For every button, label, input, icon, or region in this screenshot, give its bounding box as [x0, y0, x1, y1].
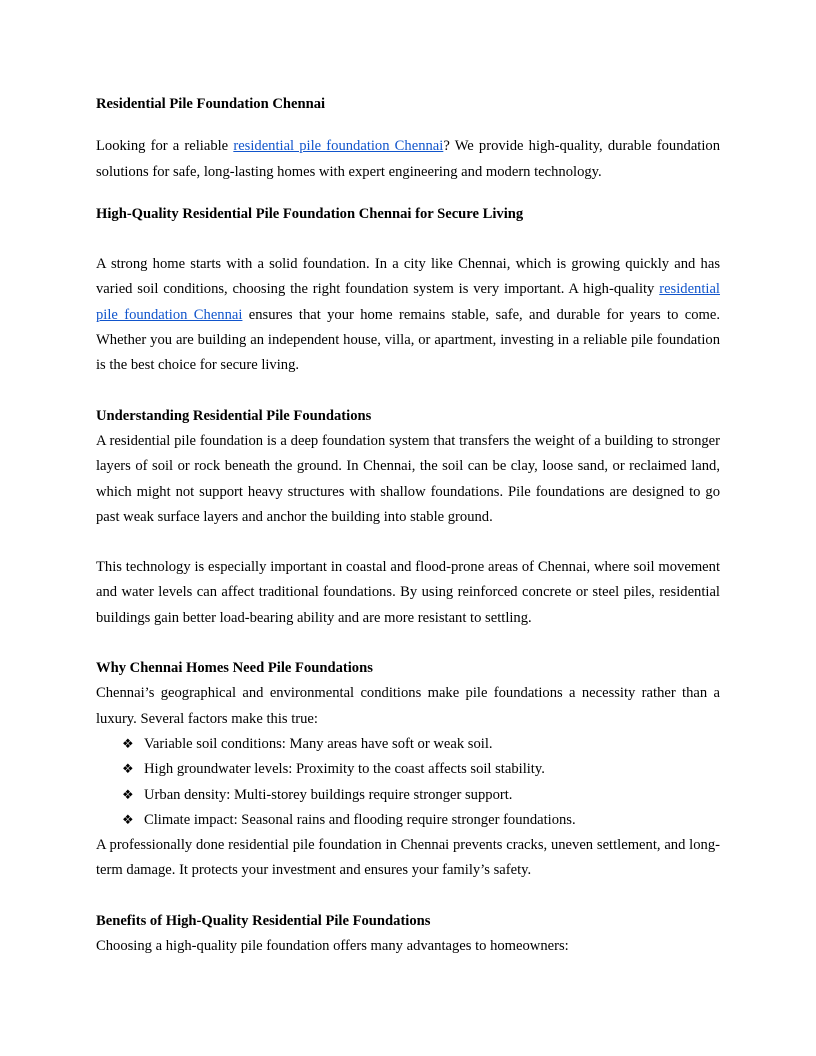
section4-intro: Choosing a high-quality pile foundation offers many advantages to homeowners: [96, 938, 569, 955]
intro-text-end: ? We provide high-quality, durable foundation solutions for safe, long-lasting homes with expert engineering and modern technology. [96, 138, 720, 180]
diamond-bullet-icon: ❖ [122, 787, 134, 803]
section1-heading: High-Quality Residential Pile Foundation Chennai for Secure Living [96, 205, 524, 222]
reasons-list [96, 732, 720, 833]
diamond-bullet-icon: ❖ [122, 762, 134, 778]
section1-link[interactable]: residential pile foundation Chennai [96, 281, 720, 323]
list-item [122, 757, 720, 782]
section3-heading: Why Chennai Homes Need Pile Foundations [96, 660, 373, 677]
section2-paragraph-2: This technology is especially important in coastal and flood-prone areas of Chennai, where soil movement and water levels can affect traditional foundations. By using reinforced concrete or steel piles, residential buildings gain better load-bearing ability and are more resistant to settling. [96, 559, 720, 626]
list-item [122, 808, 720, 833]
intro-link[interactable]: residential pile foundation Chennai [233, 138, 444, 155]
list-item-text: Climate impact: Seasonal rains and flooding require stronger foundations. [144, 811, 576, 828]
section1-text-end: ensures that your home remains stable, safe, and durable for years to come. Whether you are building an independent house, villa, or apartment, investing in a reliable pile foundation is the best choice for secure living. [96, 306, 720, 374]
list-item-text: High groundwater levels: Proximity to the coast affects soil stability. [144, 761, 545, 778]
section2-heading: Understanding Residential Pile Foundations [96, 407, 372, 424]
document-page [96, 92, 720, 959]
section1-paragraph [96, 252, 720, 378]
section1-text-start: A strong home starts with a solid foundation. In a city like Chennai, which is growing quickly and has varied soil conditions, choosing the right foundation system is very important. A high-quality [96, 256, 720, 298]
document-title: Residential Pile Foundation Chennai [96, 96, 326, 112]
diamond-bullet-icon: ❖ [122, 812, 134, 828]
section2-paragraph-1: A residential pile foundation is a deep foundation system that transfers the weight of a building to stronger layers of soil or rock beneath the ground. In Chennai, the soil can be clay, loose sand, or reclaimed land, which might not support heavy structures with shallow foundations. Pile foundations are designed to go past weak surface layers and anchor the building into stable ground. [96, 432, 720, 525]
list-item [122, 732, 720, 757]
section3-outro: A professionally done residential pile foundation in Chennai prevents cracks, uneven settlement, and long-term damage. It protects your investment and ensures your family’s safety. [96, 837, 720, 879]
intro-text-start: Looking for a reliable [96, 138, 234, 155]
list-item-text: Variable soil conditions: Many areas have soft or weak soil. [144, 735, 493, 752]
section4-heading: Benefits of High-Quality Residential Pile Foundations [96, 912, 431, 929]
list-item-text: Urban density: Multi-storey buildings require stronger support. [144, 786, 513, 803]
list-item [122, 783, 720, 808]
diamond-bullet-icon: ❖ [122, 736, 134, 752]
intro-paragraph [96, 134, 720, 185]
section3-intro: Chennai’s geographical and environmental conditions make pile foundations a necessity rather than a luxury. Several factors make this true: [96, 685, 720, 727]
